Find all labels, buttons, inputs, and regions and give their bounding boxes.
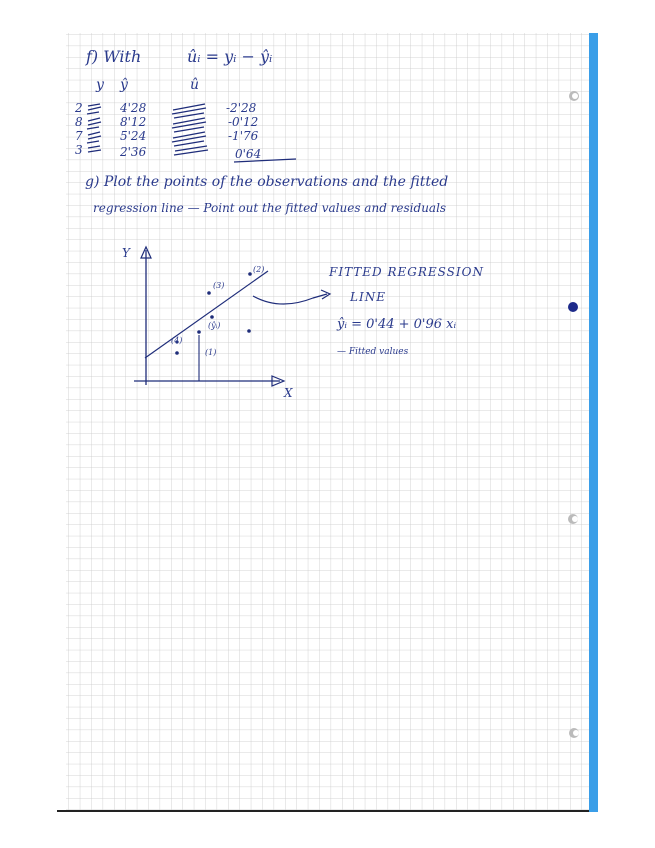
point-label: (2) xyxy=(253,265,265,274)
binder-hole xyxy=(568,302,578,312)
point-label: (4) xyxy=(171,336,183,345)
y-axis-label: Y xyxy=(122,246,130,260)
observation-point xyxy=(210,315,214,319)
residual-formula: ûᵢ = yᵢ − ŷᵢ xyxy=(187,47,273,66)
annotation-fitted-regression: FITTED REGRESSION xyxy=(329,265,484,279)
observation-point xyxy=(247,329,251,333)
observed-y-value: 8 xyxy=(75,115,83,129)
section-g-text-line2: regression line — Point out the fitted values and residuals xyxy=(93,201,447,215)
annotation-line-word: LINE xyxy=(350,290,386,304)
point-label: (ŷᵢ) xyxy=(208,321,221,330)
point-label: (3) xyxy=(213,281,225,290)
observed-y-value: 7 xyxy=(75,129,83,143)
observed-y-value: 2 xyxy=(75,101,83,115)
residual-value: -0'12 xyxy=(228,115,259,129)
observed-y-value: 3 xyxy=(75,143,83,157)
residual-value: 0'64 xyxy=(235,147,262,161)
fitted-value: 2'36 xyxy=(120,145,147,159)
fitted-values-legend: — Fitted values xyxy=(337,347,409,357)
residual-value: -2'28 xyxy=(226,101,257,115)
binder-hole xyxy=(569,91,579,101)
section-f-heading: f) With xyxy=(86,47,142,66)
point-label: (1) xyxy=(205,348,217,357)
column-header-y: y xyxy=(96,77,104,93)
residual-value: -1'76 xyxy=(228,129,259,143)
binder-hole xyxy=(569,728,579,738)
fitted-point xyxy=(197,330,201,334)
page-edge-bar xyxy=(589,33,598,812)
fitted-value: 5'24 xyxy=(120,129,147,143)
fitted-value: 8'12 xyxy=(120,115,147,129)
observation-point xyxy=(207,291,211,295)
column-header-yhat: ŷ xyxy=(120,77,128,93)
fitted-value: 4'28 xyxy=(120,101,147,115)
section-g-text-line1: g) Plot the points of the observations and the fitted xyxy=(85,174,449,190)
regression-equation: ŷᵢ = 0'44 + 0'96 xᵢ xyxy=(337,317,457,332)
x-axis-label: X xyxy=(284,386,293,400)
observation-point xyxy=(175,351,179,355)
column-header-residual: û xyxy=(190,77,200,93)
binder-hole xyxy=(568,514,578,524)
observation-point xyxy=(248,272,252,276)
